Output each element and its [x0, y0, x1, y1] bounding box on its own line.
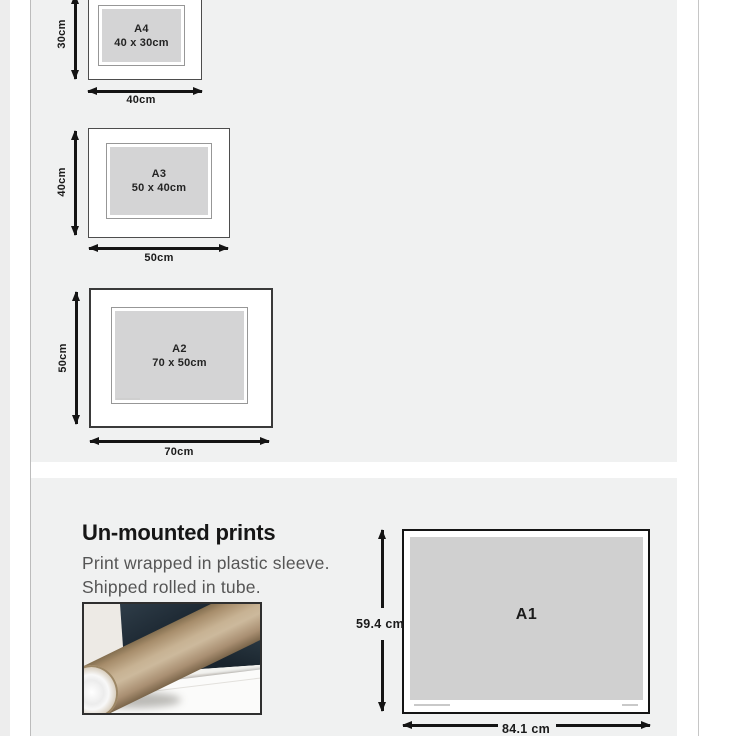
print-name-label: A4: [134, 22, 149, 35]
print-size-label: 70 x 50cm: [152, 356, 207, 369]
width-dimension-label: 40cm: [126, 94, 156, 106]
height-dimension-arrow: [74, 0, 77, 79]
width-dimension-label: 70cm: [164, 446, 194, 458]
print-size-label: 50 x 40cm: [131, 182, 187, 194]
width-dimension-label: 84.1 cm: [502, 722, 550, 736]
height-dimension-arrow-lower: [381, 640, 384, 711]
right-border-line: [698, 0, 699, 736]
unmounted-heading: Un-mounted prints: [82, 520, 276, 545]
print-size-label: 40 x 30cm: [114, 36, 169, 49]
print-area-a2: [115, 311, 244, 400]
description-line-1: Print wrapped in plastic sleeve.: [82, 553, 330, 573]
print-name-label: A3: [151, 168, 167, 180]
height-dimension-label: 40cm: [56, 167, 68, 197]
height-dimension-arrow: [75, 292, 78, 424]
print-area-a4: [102, 9, 181, 62]
mat-opening-a3: [106, 143, 212, 219]
print-area-a3: [110, 147, 208, 215]
width-dimension-arrow-left: [403, 724, 498, 727]
height-dimension-arrow-upper: [381, 530, 384, 608]
print-caption-mark: [622, 704, 638, 706]
description-line-2: Shipped rolled in tube.: [82, 577, 261, 597]
width-dimension-arrow-right: [556, 724, 650, 727]
height-dimension-label: 59.4 cm: [356, 617, 404, 631]
print-caption-mark: [414, 704, 450, 706]
left-edge-strip: [0, 0, 10, 736]
print-caption-mark: [116, 398, 140, 400]
width-dimension-arrow: [89, 247, 228, 250]
height-dimension-label: 30cm: [56, 19, 68, 49]
mat-opening-a2: [111, 307, 248, 404]
width-dimension-label: 50cm: [144, 252, 174, 264]
unmounted-description: [82, 551, 330, 599]
print-name-label: A2: [172, 342, 187, 355]
height-dimension-arrow: [74, 131, 77, 235]
print-area-a1: [410, 537, 643, 700]
width-dimension-arrow: [90, 440, 269, 443]
rolled-tube-photo: [82, 602, 262, 715]
mat-opening-a4: [98, 5, 185, 66]
height-dimension-label: 50cm: [57, 343, 69, 373]
print-name-label: A1: [515, 605, 538, 623]
